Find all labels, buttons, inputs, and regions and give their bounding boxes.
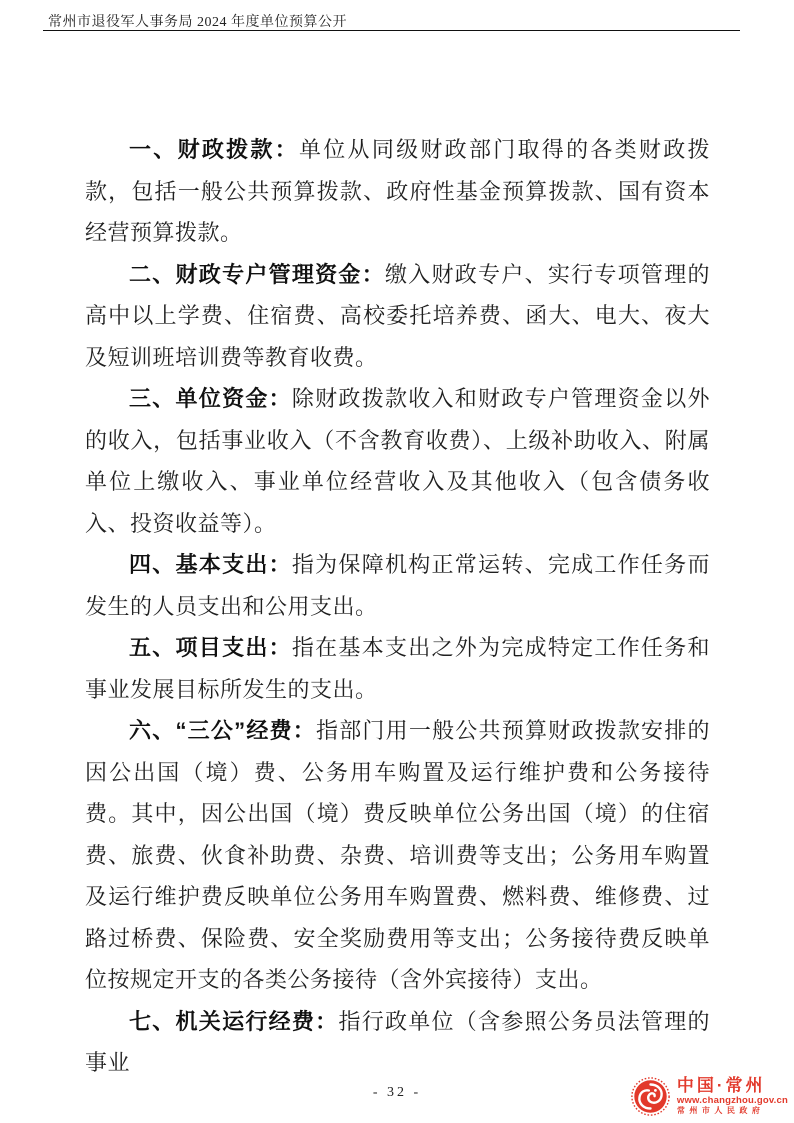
term-definition: 指行政单位（含参照公务员法管理的事业 <box>85 1008 710 1075</box>
logo-title: 中国·常州 <box>676 1076 766 1095</box>
term-definition: 指部门用一般公共预算财政拨款安排的因公出国（境）费、公务用车购置及运行维护费和公务接待费。其中，因公出国（境）费反映单位公务出国（境）的住宿费、旅费、伙食补助费、杂费、培训费等支出；公务用车购置及运行维护费反映单位公务用车购置费、燃料费、维修费、过路过桥费、保险费、安全奖励费用等支出；公务接待费反映单位按规定开支的各类公务接待（含外宾接待）支出。 <box>85 718 710 992</box>
logo-subtitle: 常州市人民政府 <box>676 1106 765 1115</box>
page-number: - 32 - <box>372 1085 422 1100</box>
term-label: 五、项目支出： <box>129 635 292 660</box>
header-title: 常州市退役军人事务局 2024 年度单位预算公开 <box>48 15 347 30</box>
paragraph-fiscal-appropriation <box>85 129 710 254</box>
term-label: 七、机关运行经费： <box>129 1008 339 1034</box>
term-label: 三、单位资金： <box>129 386 292 411</box>
logo-url: www.changzhou.gov.cn <box>676 1095 788 1106</box>
term-label: 四、基本支出： <box>129 552 292 577</box>
header-rule <box>43 30 740 31</box>
term-definition: 单位从同级财政部门取得的各类财政拨款，包括一般公共预算拨款、政府性基金预算拨款、国有资本经营预算拨款。 <box>85 137 710 245</box>
dragon-seal-icon <box>631 1077 670 1116</box>
paragraph-unit-funds <box>85 378 710 544</box>
term-definition: 除财政拨款收入和财政专户管理资金以外的收入，包括事业收入（不含教育收费）、上级补助收入、附属单位上缴收入、事业单位经营收入及其他收入（包含债务收入、投资收益等）。 <box>85 386 710 536</box>
changzhou-gov-logo <box>631 1076 788 1116</box>
term-label: 一、财政拨款： <box>129 137 299 162</box>
document-body <box>85 129 710 1084</box>
term-label: 二、财政专户管理资金： <box>129 261 385 287</box>
term-definition: 指在基本支出之外为完成特定工作任务和事业发展目标所发生的支出。 <box>85 635 710 702</box>
paragraph-three-public-expenses <box>85 710 710 1001</box>
term-definition: 指为保障机构正常运转、完成工作任务而发生的人员支出和公用支出。 <box>85 552 710 619</box>
term-definition: 缴入财政专户、实行专项管理的高中以上学费、住宿费、高校委托培养费、函大、电大、夜大及短训班培训费等教育收费。 <box>85 261 710 370</box>
term-label: 六、“三公”经费： <box>129 718 316 743</box>
paragraph-project-expenditure <box>85 627 710 710</box>
paragraph-basic-expenditure <box>85 544 710 627</box>
paragraph-fiscal-special-account-funds <box>85 254 710 379</box>
paragraph-agency-operating-expenses <box>85 1001 710 1084</box>
